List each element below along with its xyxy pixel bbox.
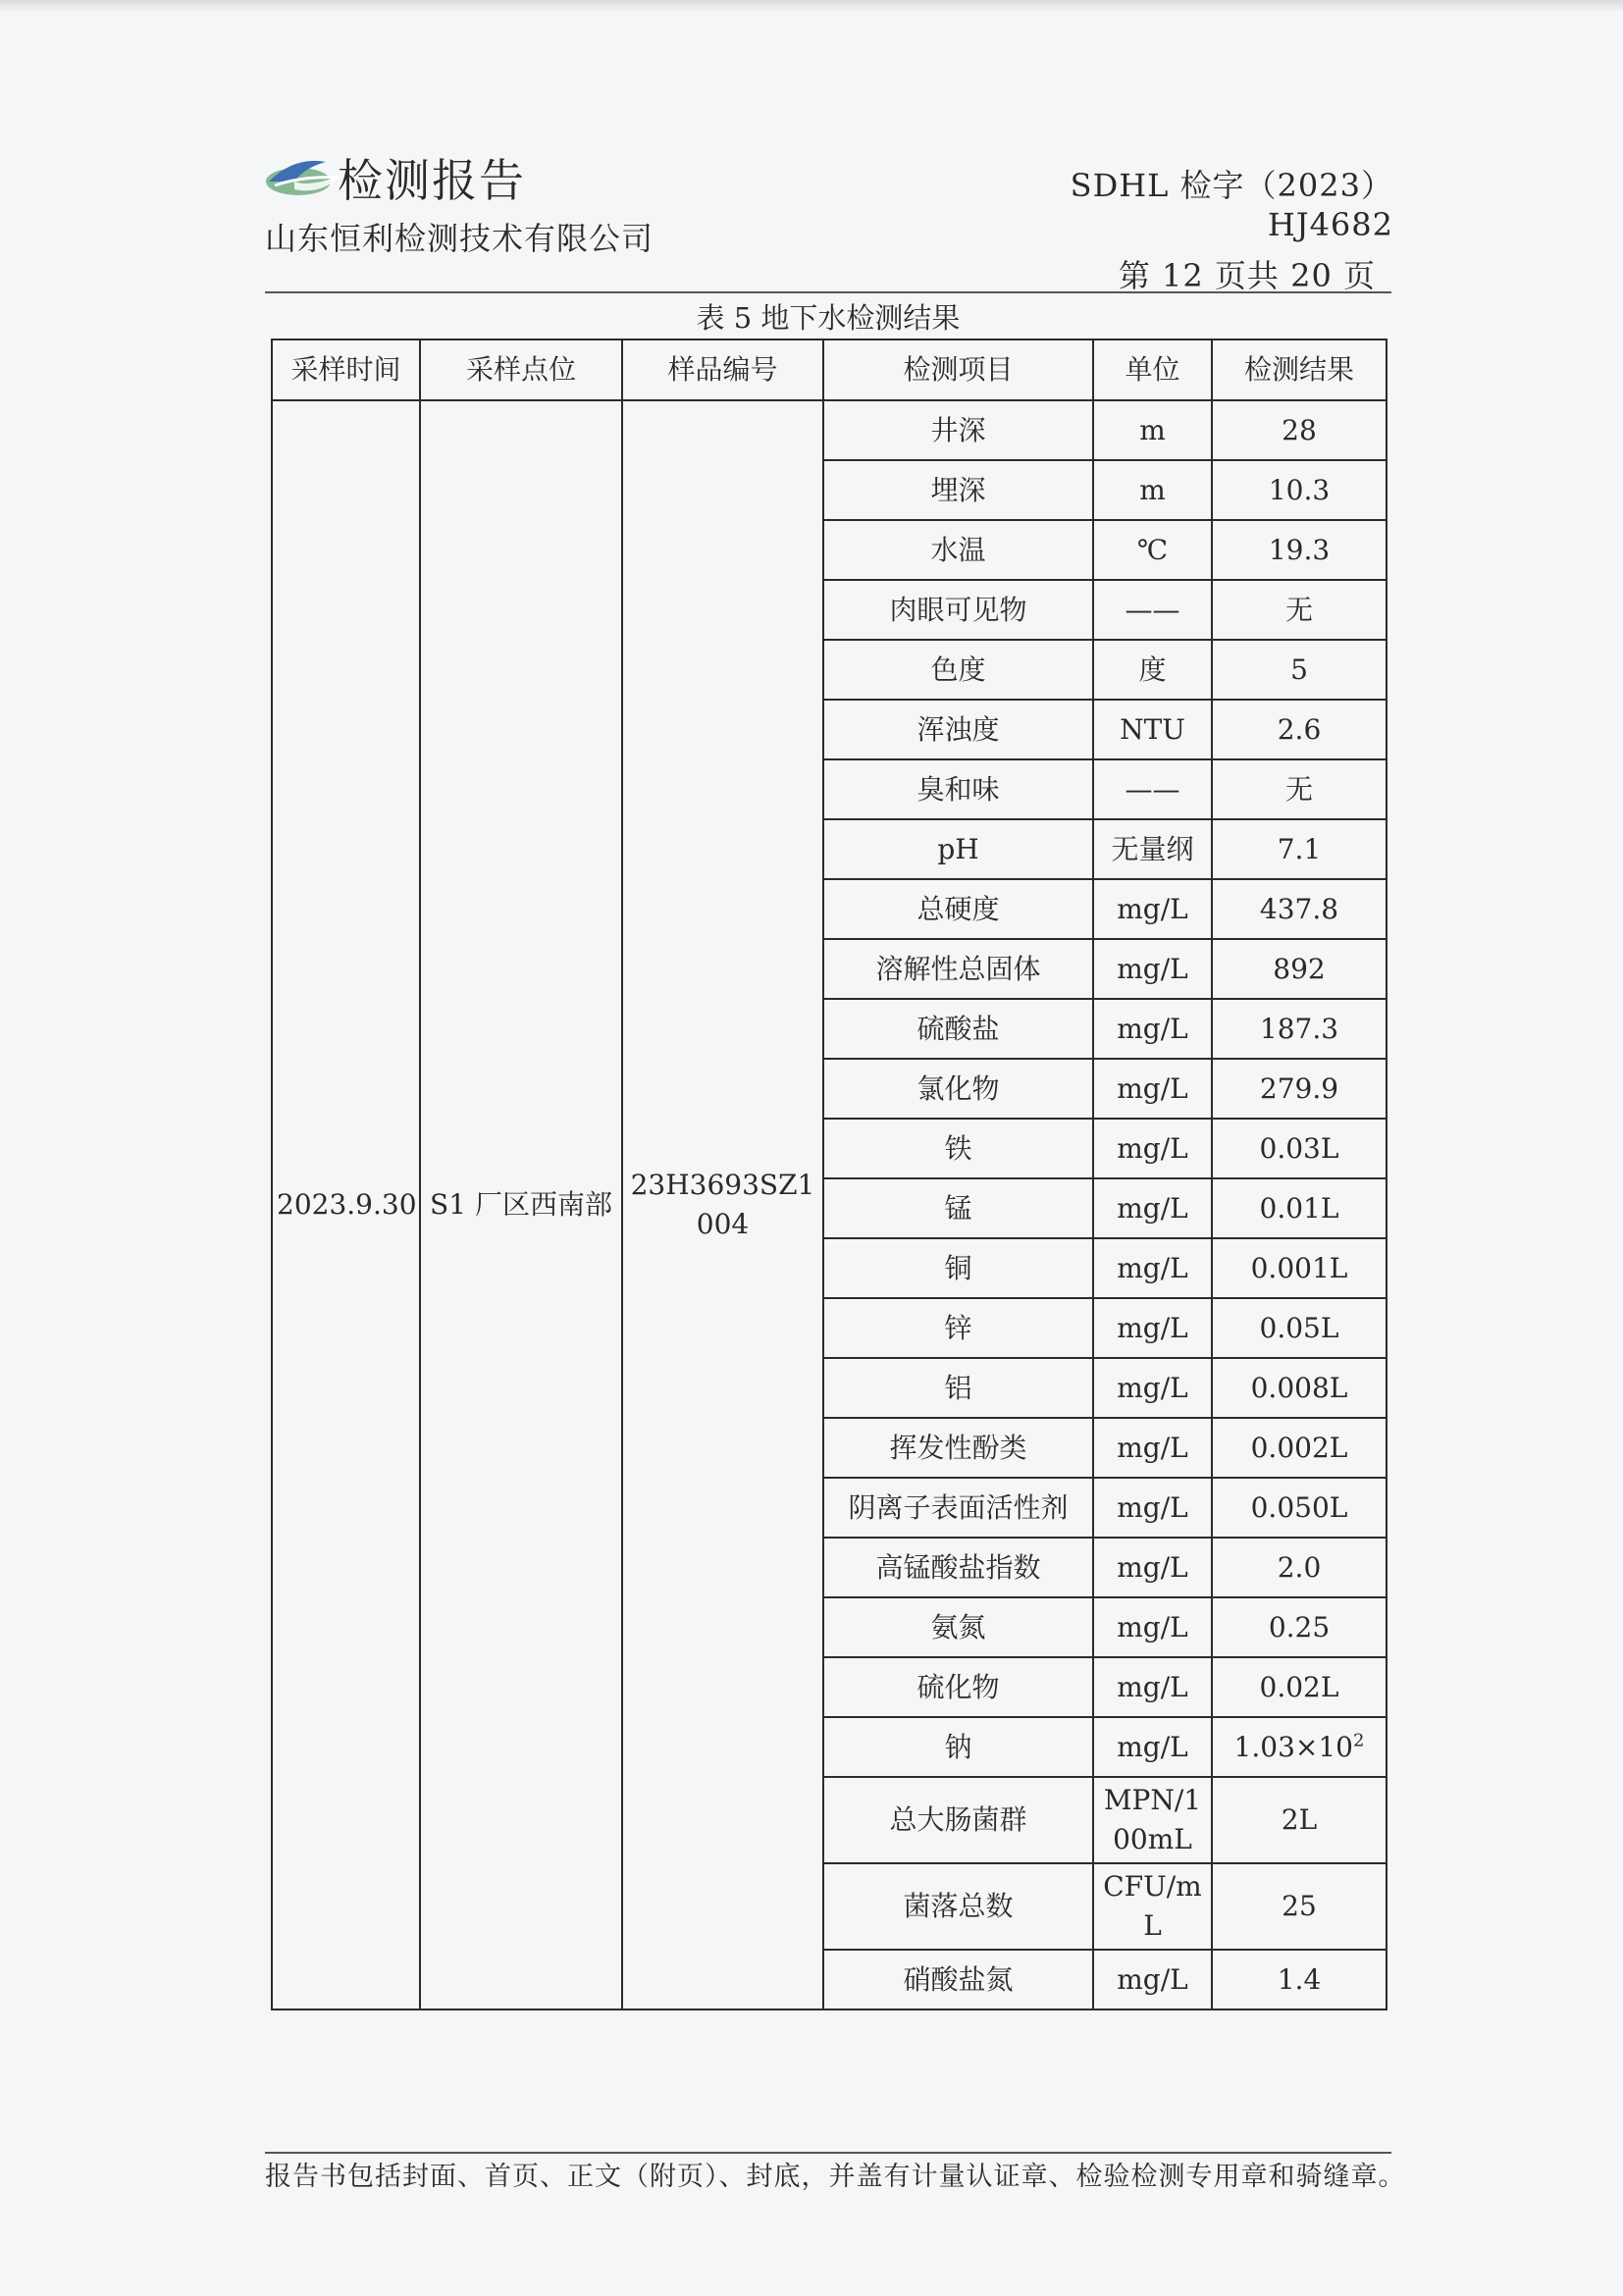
result-value: 0.25 <box>1268 1610 1331 1644</box>
result-cell <box>1212 1597 1387 1657</box>
result-cell <box>1212 1358 1387 1418</box>
result-value: 2L <box>1281 1803 1318 1836</box>
result-cell <box>1212 1538 1387 1597</box>
test-item-cell: 高锰酸盐指数 <box>823 1538 1093 1597</box>
test-item-cell: 硝酸盐氮 <box>823 1950 1093 2009</box>
result-cell <box>1212 1950 1387 2009</box>
logo-block <box>265 145 654 259</box>
unit-cell: mg/L <box>1093 999 1212 1059</box>
unit-cell: —— <box>1093 580 1212 640</box>
col-header-result: 检测结果 <box>1212 339 1387 400</box>
unit-cell: mg/L <box>1093 1358 1212 1418</box>
table-caption: 表 5 地下水检测结果 <box>696 301 961 335</box>
result-exponent: 2 <box>1352 1730 1365 1751</box>
unit-cell: mg/L <box>1093 1657 1212 1717</box>
test-item-cell: 色度 <box>823 640 1093 700</box>
test-item-cell: 硫酸盐 <box>823 999 1093 1059</box>
company-name: 山东恒利检测技术有限公司 <box>265 220 654 257</box>
report-meta <box>1001 161 1393 296</box>
scan-edge <box>0 0 1623 12</box>
result-value: 187.3 <box>1259 1012 1339 1045</box>
result-cell <box>1212 1298 1387 1358</box>
result-cell <box>1212 400 1387 460</box>
col-header-sample-id: 样品编号 <box>622 339 823 400</box>
result-value: 7.1 <box>1277 832 1322 865</box>
test-item-cell: 水温 <box>823 520 1093 580</box>
result-cell <box>1212 1418 1387 1478</box>
col-header-sample-time: 采样时间 <box>272 339 420 400</box>
unit-cell: ℃ <box>1093 520 1212 580</box>
result-cell <box>1212 939 1387 999</box>
unit-cell: mg/L <box>1093 1238 1212 1298</box>
test-item-cell: 钠 <box>823 1717 1093 1777</box>
result-value: 2.0 <box>1277 1550 1322 1584</box>
results-body <box>272 400 1387 2009</box>
unit-cell: MPN/100mL <box>1093 1777 1212 1863</box>
sample-point-cell: S1 厂区西南部 <box>420 400 622 2009</box>
unit-cell: mg/L <box>1093 1478 1212 1538</box>
page-number: 第 12 页共 20 页 <box>1118 257 1376 294</box>
result-value: 19.3 <box>1268 533 1331 566</box>
test-item-cell: 埋深 <box>823 460 1093 520</box>
sample-id-cell: 23H3693SZ1004 <box>622 400 823 2009</box>
result-cell <box>1212 700 1387 759</box>
result-cell <box>1212 1478 1387 1538</box>
result-cell <box>1212 879 1387 939</box>
test-item-cell: 臭和味 <box>823 759 1093 819</box>
result-cell <box>1212 640 1387 700</box>
result-cell <box>1212 1717 1387 1777</box>
result-value: 25 <box>1282 1890 1317 1922</box>
result-value: 892 <box>1273 952 1326 985</box>
company-logo-icon <box>265 152 345 203</box>
result-value: 10.3 <box>1268 473 1331 506</box>
unit-cell: mg/L <box>1093 879 1212 939</box>
test-item-cell: 肉眼可见物 <box>823 580 1093 640</box>
test-item-cell: 铜 <box>823 1238 1093 1298</box>
result-cell <box>1212 520 1387 580</box>
test-item-cell: pH <box>823 819 1093 879</box>
test-item-cell: 硫化物 <box>823 1657 1093 1717</box>
unit-cell: 度 <box>1093 640 1212 700</box>
report-number: SDHL 检字（2023）HJ4682 <box>1070 167 1393 243</box>
result-cell <box>1212 759 1387 819</box>
result-value: 0.01L <box>1259 1191 1339 1225</box>
result-value: 1.4 <box>1277 1962 1322 1996</box>
unit-cell: NTU <box>1093 700 1212 759</box>
unit-cell: 无量纲 <box>1093 819 1212 879</box>
result-cell <box>1212 819 1387 879</box>
test-item-cell: 锰 <box>823 1178 1093 1238</box>
results-table <box>271 339 1387 2010</box>
test-item-cell: 铝 <box>823 1358 1093 1418</box>
result-value: 437.8 <box>1259 892 1339 925</box>
test-item-cell: 铁 <box>823 1119 1093 1178</box>
test-item-cell: 挥发性酚类 <box>823 1418 1093 1478</box>
result-cell <box>1212 580 1387 640</box>
result-cell <box>1212 1119 1387 1178</box>
footer-note: 报告书包括封面、首页、正文（附页）、封底，并盖有计量认证章、检验检测专用章和骑缝章。 <box>265 2162 1406 2192</box>
footer-divider <box>265 2152 1391 2154</box>
header-divider <box>265 291 1391 293</box>
result-value: 0.05L <box>1259 1311 1339 1344</box>
table-header-row <box>272 339 1387 400</box>
table-row <box>272 400 1387 460</box>
result-value: 无 <box>1284 772 1313 806</box>
result-cell <box>1212 1059 1387 1119</box>
result-value: 0.02L <box>1259 1670 1339 1703</box>
test-item-cell: 氨氮 <box>823 1597 1093 1657</box>
unit-cell: mg/L <box>1093 1418 1212 1478</box>
unit-cell: mg/L <box>1093 1298 1212 1358</box>
result-value: 2.6 <box>1277 712 1322 746</box>
test-item-cell: 锌 <box>823 1298 1093 1358</box>
unit-cell: mg/L <box>1093 939 1212 999</box>
unit-cell: mg/L <box>1093 1597 1212 1657</box>
test-item-cell: 溶解性总固体 <box>823 939 1093 999</box>
unit-cell: CFU/mL <box>1093 1863 1212 1950</box>
result-cell <box>1212 1657 1387 1717</box>
unit-cell: mg/L <box>1093 1717 1212 1777</box>
result-cell <box>1212 1863 1387 1950</box>
unit-cell: mg/L <box>1093 1059 1212 1119</box>
test-item-cell: 浑浊度 <box>823 700 1093 759</box>
result-value: 0.03L <box>1259 1131 1339 1165</box>
unit-cell: mg/L <box>1093 1950 1212 2009</box>
result-cell <box>1212 1777 1387 1863</box>
test-item-cell: 阴离子表面活性剂 <box>823 1478 1093 1538</box>
unit-cell: mg/L <box>1093 1119 1212 1178</box>
unit-cell: mg/L <box>1093 1178 1212 1238</box>
result-value: 279.9 <box>1259 1071 1339 1105</box>
col-header-sample-point: 采样点位 <box>420 339 622 400</box>
result-value: 0.002L <box>1250 1431 1348 1464</box>
result-value: 无 <box>1284 593 1313 626</box>
col-header-unit: 单位 <box>1093 339 1212 400</box>
test-item-cell: 总硬度 <box>823 879 1093 939</box>
test-item-cell: 总大肠菌群 <box>823 1777 1093 1863</box>
test-item-cell: 氯化物 <box>823 1059 1093 1119</box>
result-value: 28 <box>1282 413 1317 446</box>
test-item-cell: 菌落总数 <box>823 1863 1093 1950</box>
unit-cell: mg/L <box>1093 1538 1212 1597</box>
result-cell <box>1212 999 1387 1059</box>
sample-time-cell: 2023.9.30 <box>272 400 420 2009</box>
result-value: 0.001L <box>1250 1251 1348 1284</box>
result-cell <box>1212 460 1387 520</box>
result-value: 1.03×10 <box>1233 1730 1353 1763</box>
result-value: 5 <box>1290 652 1308 686</box>
result-cell <box>1212 1178 1387 1238</box>
report-type-title: 检测报告 <box>338 154 526 207</box>
col-header-test-item: 检测项目 <box>823 339 1093 400</box>
result-value: 0.008L <box>1250 1371 1348 1404</box>
unit-cell: m <box>1093 460 1212 520</box>
test-item-cell: 井深 <box>823 400 1093 460</box>
result-value: 0.050L <box>1250 1490 1348 1524</box>
result-cell <box>1212 1238 1387 1298</box>
unit-cell: —— <box>1093 759 1212 819</box>
unit-cell: m <box>1093 400 1212 460</box>
